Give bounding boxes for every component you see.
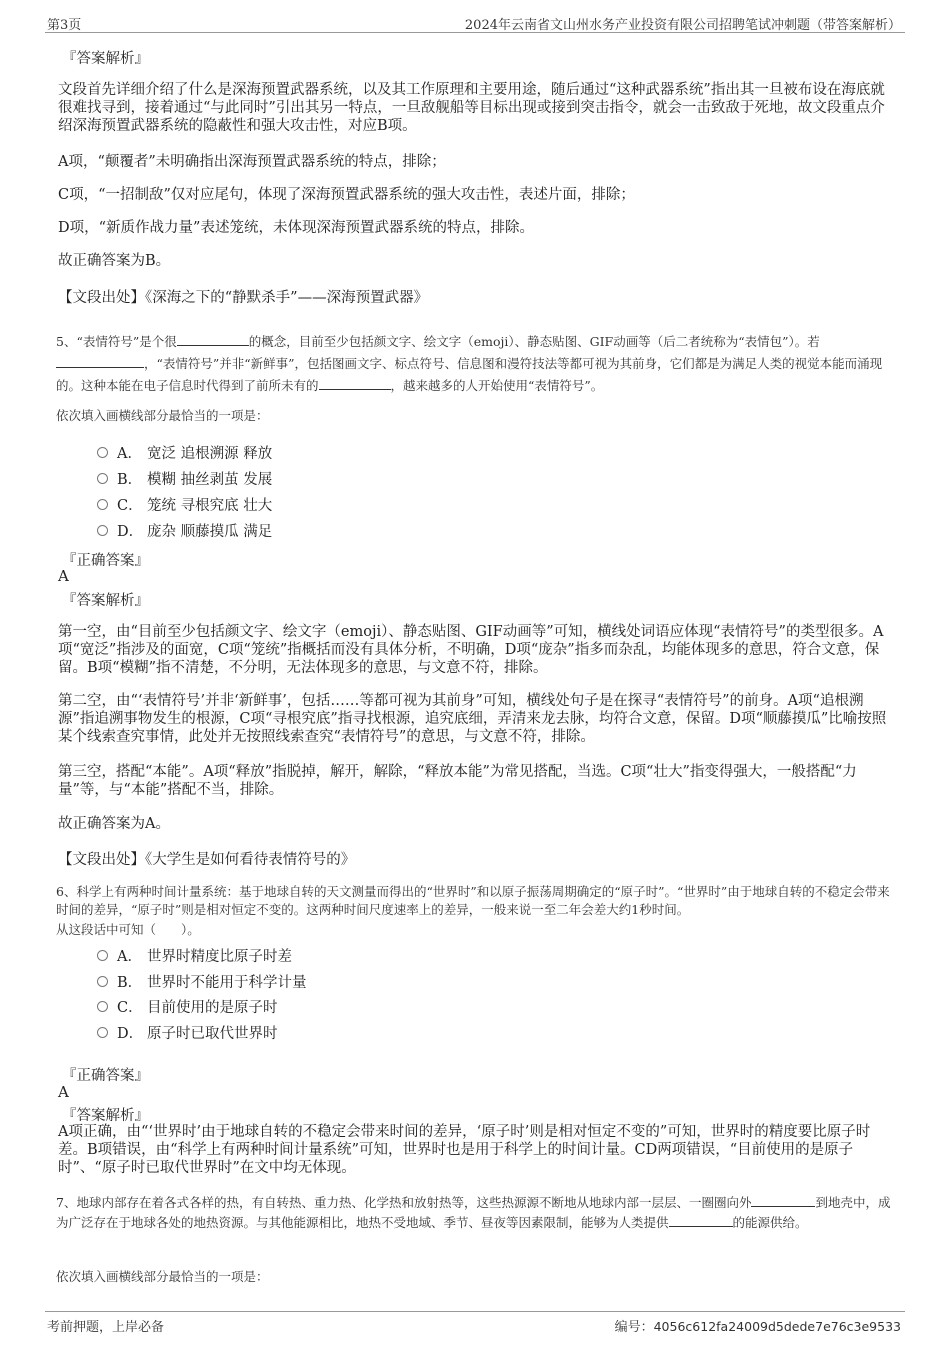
q4-analysis-option-c: C项，“一招制敌”仅对应尾句，体现了深海预置武器系统的强大攻击性，表述片面，排除； [58,187,635,203]
radio-icon[interactable] [97,447,108,458]
q7-stem: 7、地球内部存在着各式各样的热，有自转热、重力热、化学热和放射热等，这些热源源不断地从地球内部一层层、一圈圈向外 到地壳中，成为广泛存在于地球各处的地热资源。与其他能源相比，地热不受地域、季节、昼夜等因素限制，能够为人类提供 的能源供给。 [56,1195,891,1230]
q5-option-b[interactable]: B． 模糊 抽丝剥茧 发展 [97,467,272,489]
q6-option-d[interactable]: D． 原子时已取代世界时 [97,1021,278,1043]
q6-answer-label: 『正确答案』 [62,1068,149,1084]
footer-code: 编号：4056c612fa24009d5dede7e76c3e9533 [614,1319,901,1335]
q5-option-c[interactable]: C． 笼统 寻根究底 壮大 [97,493,272,515]
q4-analysis-label: 『答案解析』 [62,51,149,67]
q6-answer: A [58,1083,69,1101]
q5-blank-1 [177,332,249,346]
q5-conclusion: 故正确答案为A。 [58,816,170,832]
q6-stem: 6、科学上有两种时间计量系统：基于地球自转的天文测量而得出的“世界时”和以原子振荡周期确定的“原子时”。“世界时”由于地球自转的不稳定会带来时间的差异，“原子时”则是相对恒定不变的。这两种时间尺度速率上的差异，一般来说一至二年会差大约1秒时间。 [56,884,890,917]
q7-blank-2 [669,1213,733,1227]
q6-option-a[interactable]: A． 世界时精度比原子时差 [97,944,292,966]
q6-option-b[interactable]: B． 世界时不能用于科学计量 [97,970,307,992]
q5-prompt: 依次填入画横线部分最恰当的一项是： [56,408,269,423]
q5-analysis-para-3: 第三空，搭配“本能”。A项“释放”指脱掉，解开，解除，“释放本能”为常见搭配，当选。C项“壮大”指变得强大，一般搭配“力量”等，与“本能”搭配不当，排除。 [58,764,857,798]
q5-answer-label: 『正确答案』 [62,553,149,569]
q4-conclusion: 故正确答案为B。 [58,253,171,269]
radio-icon[interactable] [97,499,108,510]
q5-blank-3 [319,376,391,390]
q6-analysis-label: 『答案解析』 [62,1108,149,1124]
q5-blank-2 [56,354,144,368]
page-number: 第3页 [47,18,82,33]
q4-analysis-para: 文段首先详细介绍了什么是深海预置武器系统，以及其工作原理和主要用途，随后通过“这种武器系统”指出其一旦被布设在海底就很难找寻到，接着通过“与此同时”引出其另一特点，一旦敌舰船等目标出现或接到突击指令，就会一击致敌于死地，故文段重点介绍深海预置武器系统的隐蔽性和强大攻击性，对应B项。 [58,82,885,134]
radio-icon[interactable] [97,976,108,987]
footer-slogan: 考前押题，上岸必备 [47,1320,165,1335]
radio-icon[interactable] [97,525,108,536]
radio-icon[interactable] [97,473,108,484]
q7-blank-1 [751,1193,815,1207]
q4-source: 【文段出处】《深海之下的“静默杀手”——深海预置武器》 [58,290,429,306]
radio-icon[interactable] [97,950,108,961]
q7-number: 7、 [56,1195,77,1210]
q5-answer: A [58,567,69,585]
q4-analysis-option-a: A项，“颠覆者”未明确指出深海预置武器系统的特点，排除； [58,154,446,170]
page-header [45,14,905,33]
document-title: 2024年云南省文山州水务产业投资有限公司招聘笔试冲刺题（带答案解析） [464,18,901,33]
q5-source: 【文段出处】《大学生是如何看待表情符号的》 [58,852,356,868]
q6-number: 6、 [56,884,77,899]
q5-option-a[interactable]: A． 宽泛 追根溯源 释放 [97,441,272,463]
radio-icon[interactable] [97,1001,108,1012]
radio-icon[interactable] [97,1027,108,1038]
q5-number: 5、 [56,334,77,349]
q5-option-d[interactable]: D． 庞杂 顺藤摸瓜 满足 [97,519,272,541]
q5-analysis-para-1: 第一空，由“目前至少包括颜文字、绘文字（emoji）、静态贴图、GIF动画等”可知，横线处词语应体现“表情符号”的类型很多。A项“宽泛”指涉及的面宽，C项“笼统”指概括而没有具体分析，不明确，D项“庞杂”指多而杂乱，均能体现多的意思，符合文意，保留。B项“模糊”指不清楚，不分明，无法体现多的意思，与文意不符，排除。 [58,624,884,676]
q6-analysis: A项正确，由“‘世界时’由于地球自转的不稳定会带来时间的差异，‘原子时’则是相对恒定不变的”可知，世界时的精度要比原子时差。B项错误，由“科学上有两种时间计量系统”可知，世界时也是用于科学上的时间计量。CD两项错误，“目前使用的是原子时”、“原子时已取代世界时”在文中均无体现。 [58,1124,871,1176]
q4-analysis-option-d: D项，“新质作战力量”表述笼统，未体现深海预置武器系统的特点，排除。 [58,220,534,236]
q6-prompt: 从这段话中可知（ ）。 [56,922,200,937]
page-footer [45,1311,905,1335]
q7-prompt: 依次填入画横线部分最恰当的一项是： [56,1269,269,1284]
q5-analysis-label: 『答案解析』 [62,593,149,609]
q5-stem: 5、“表情符号”是个很 的概念，目前至少包括颜文字、绘文字（emoji）、静态贴图、GIF动画等（后二者统称为“表情包”）。若 ，“表情符号”并非“新鲜事”，包括图画文字、标点符号、信息图和漫符技法等都可视为其前身，它们都是为满足人类的视觉本能而涌现的。这种本能在电子信息时代得到了前所未有的 ，越来越多的人开始使用“表情符号”。 [56,334,883,393]
q6-option-c[interactable]: C． 目前使用的是原子时 [97,995,278,1017]
q5-analysis-para-2: 第二空，由“‘表情符号’并非‘新鲜事’，包括……等都可视为其前身”可知，横线处句子是在探寻“表情符号”的前身。A项“追根溯源”指追溯事物发生的根源，C项“寻根究底”指寻找根源，追究底细，弄清来龙去脉，均符合文意，保留。D项“顺藤摸瓜”比喻按照某个线索查究事情，此处并无按照线索查究“表情符号”的意思，与文意不符，排除。 [58,693,887,745]
